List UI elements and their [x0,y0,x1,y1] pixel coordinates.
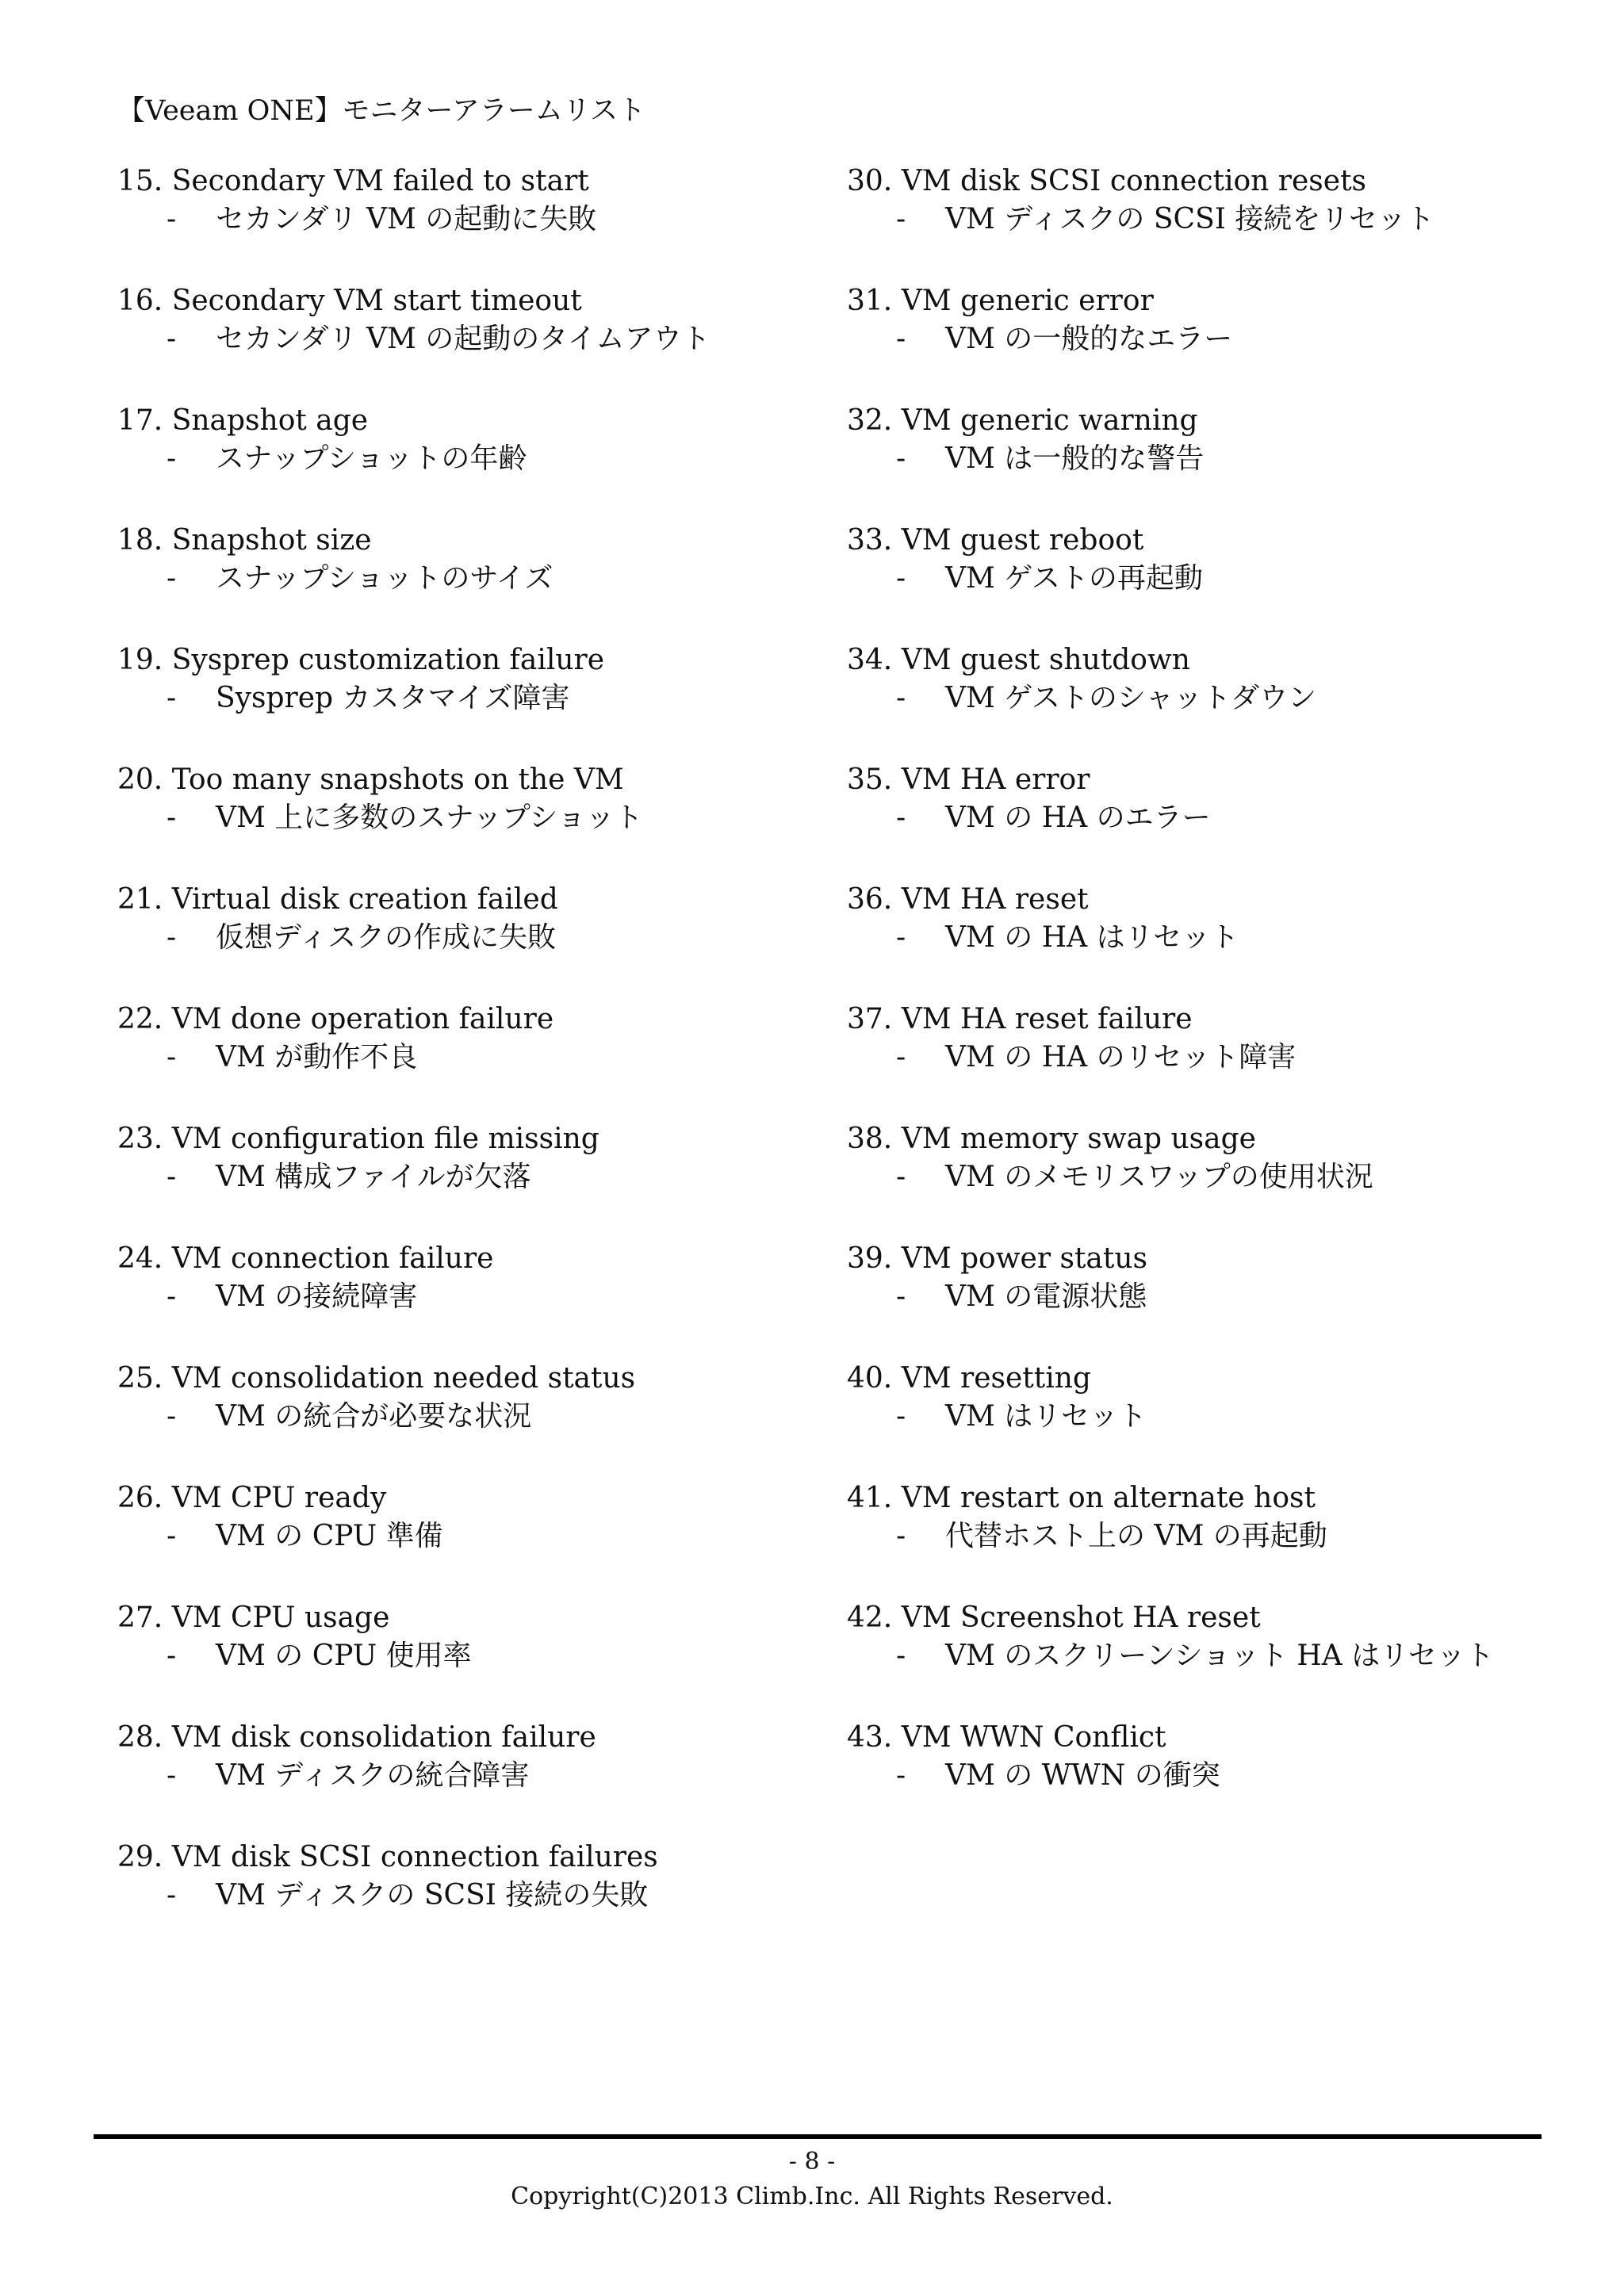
list-item [847,403,1592,522]
alarm-translation: 仮想ディスクの作成に失敗 [216,921,557,954]
bullet-dash: - [896,562,906,595]
bullet-dash: - [896,1041,906,1073]
bullet-dash: - [896,1759,906,1792]
alarm-title: 23. VM configuration file missing [117,1123,599,1155]
page-header-title: 【Veeam ONE】モニターアラームリスト [117,95,646,127]
list-item [847,1720,1592,1839]
alarm-translation: VM ディスクの SCSI 接続をリセット [945,203,1435,235]
alarm-translation: VM 上に多数のスナップショット [216,802,643,834]
alarm-title: 30. VM disk SCSI connection resets [847,165,1367,197]
bullet-dash: - [167,562,177,595]
alarm-translation: 代替ホスト上の VM の再起動 [945,1520,1327,1552]
alarm-title: 34. VM guest shutdown [847,644,1190,676]
alarm-title: 15. Secondary VM failed to start [117,165,589,197]
bullet-dash: - [167,1400,177,1433]
alarm-title: 33. VM guest reboot [847,524,1144,557]
bullet-dash: - [167,1879,177,1911]
alarm-translation: VM の HA のリセット障害 [945,1041,1297,1073]
alarm-translation: VM の統合が必要な状況 [216,1400,532,1433]
bullet-dash: - [167,442,177,475]
bullet-dash: - [896,1161,906,1193]
alarm-title: 27. VM CPU usage [117,1601,390,1634]
alarm-title: 40. VM resetting [847,1362,1091,1395]
alarm-title: 35. VM HA error [847,763,1090,796]
bullet-dash: - [167,1640,177,1672]
list-item [117,403,831,522]
bullet-dash: - [896,1280,906,1313]
bullet-dash: - [167,802,177,834]
list-item [847,163,1592,283]
alarm-translation: VM ディスクの SCSI 接続の失敗 [216,1879,649,1911]
alarm-title: 29. VM disk SCSI connection failures [117,1841,658,1873]
list-item [117,1001,831,1121]
alarm-title: 41. VM restart on alternate host [847,1482,1316,1514]
alarm-title: 22. VM done operation failure [117,1003,554,1035]
bullet-dash: - [167,1520,177,1552]
alarm-list-left-column [117,163,831,1959]
list-item [847,1241,1592,1360]
alarm-translation: VM の接続障害 [216,1280,418,1313]
alarm-translation: VM 構成ファイルが欠落 [216,1161,531,1193]
page-number: - 8 - [788,2148,836,2175]
alarm-translation: VM の HA はリセット [945,921,1239,954]
list-item [117,1600,831,1720]
alarm-translation: VM ゲストのシャットダウン [945,682,1317,714]
alarm-translation: スナップショットの年齢 [216,442,527,475]
alarm-title: 19. Sysprep customization failure [117,644,605,676]
alarm-title: 20. Too many snapshots on the VM [117,763,624,796]
bullet-dash: - [896,1520,906,1552]
list-item [847,1600,1592,1720]
alarm-title: 31. VM generic error [847,285,1154,317]
list-item [847,1001,1592,1121]
alarm-title: 39. VM power status [847,1242,1148,1275]
alarm-translation: Sysprep カスタマイズ障害 [216,682,570,714]
alarm-translation: VM は一般的な警告 [945,442,1205,475]
bullet-dash: - [167,682,177,714]
bullet-dash: - [896,921,906,954]
list-item [117,1839,831,1959]
bullet-dash: - [896,682,906,714]
alarm-translation: VM の CPU 使用率 [216,1640,472,1672]
list-item [117,1241,831,1360]
alarm-title: 43. VM WWN Conflict [847,1721,1166,1754]
list-item [117,882,831,1001]
bullet-dash: - [896,1400,906,1433]
bullet-dash: - [167,323,177,355]
alarm-title: 16. Secondary VM start timeout [117,285,582,317]
list-item [117,1360,831,1480]
list-item [117,762,831,882]
bullet-dash: - [896,1640,906,1672]
bullet-dash: - [167,1161,177,1193]
alarm-translation: VM の HA のエラー [945,802,1211,834]
bullet-dash: - [167,1041,177,1073]
alarm-translation: VM の CPU 準備 [216,1520,443,1552]
list-item [117,1480,831,1600]
bullet-dash: - [167,921,177,954]
alarm-translation: VM ディスクの統合障害 [216,1759,530,1792]
bullet-dash: - [167,203,177,235]
alarm-translation: VM の WWN の衝突 [945,1759,1220,1792]
list-item [117,163,831,283]
list-item [117,1720,831,1839]
alarm-translation: VM の電源状態 [945,1280,1147,1313]
list-item [847,1360,1592,1480]
bullet-dash: - [896,323,906,355]
alarm-translation: VM が動作不良 [216,1041,418,1073]
alarm-title: 42. VM Screenshot HA reset [847,1601,1261,1634]
alarm-title: 37. VM HA reset failure [847,1003,1193,1035]
alarm-title: 24. VM connection failure [117,1242,494,1275]
alarm-title: 17. Snapshot age [117,404,369,437]
alarm-title: 25. VM consolidation needed status [117,1362,636,1395]
alarm-list-right-column [847,163,1592,1839]
list-item [117,283,831,403]
list-item [847,1121,1592,1241]
alarm-translation: セカンダリ VM の起動のタイムアウト [216,323,710,355]
list-item [847,762,1592,882]
alarm-title: 32. VM generic warning [847,404,1198,437]
bullet-dash: - [896,802,906,834]
alarm-title: 26. VM CPU ready [117,1482,387,1514]
list-item [847,1480,1592,1600]
copyright-notice: Copyright(C)2013 Climb.Inc. All Rights Reserved. [511,2183,1113,2210]
list-item [847,522,1592,642]
alarm-title: 21. Virtual disk creation failed [117,883,558,916]
alarm-title: 36. VM HA reset [847,883,1089,916]
list-item [847,283,1592,403]
alarm-title: 38. VM memory swap usage [847,1123,1256,1155]
list-item [117,1121,831,1241]
bullet-dash: - [896,203,906,235]
alarm-translation: VM の一般的なエラー [945,323,1233,355]
alarm-title: 18. Snapshot size [117,524,372,557]
alarm-translation: VM のメモリスワップの使用状況 [945,1161,1373,1193]
alarm-translation: VM のスクリーンショット HA はリセット [945,1640,1494,1672]
alarm-translation: セカンダリ VM の起動に失敗 [216,203,597,235]
alarm-title: 28. VM disk consolidation failure [117,1721,596,1754]
alarm-translation: VM はリセット [945,1400,1147,1433]
list-item [847,882,1592,1001]
bullet-dash: - [167,1759,177,1792]
bullet-dash: - [896,442,906,475]
list-item [117,522,831,642]
list-item [117,642,831,762]
bullet-dash: - [167,1280,177,1313]
list-item [847,642,1592,762]
alarm-translation: スナップショットのサイズ [216,562,553,595]
footer-divider [94,2134,1542,2139]
alarm-translation: VM ゲストの再起動 [945,562,1203,595]
